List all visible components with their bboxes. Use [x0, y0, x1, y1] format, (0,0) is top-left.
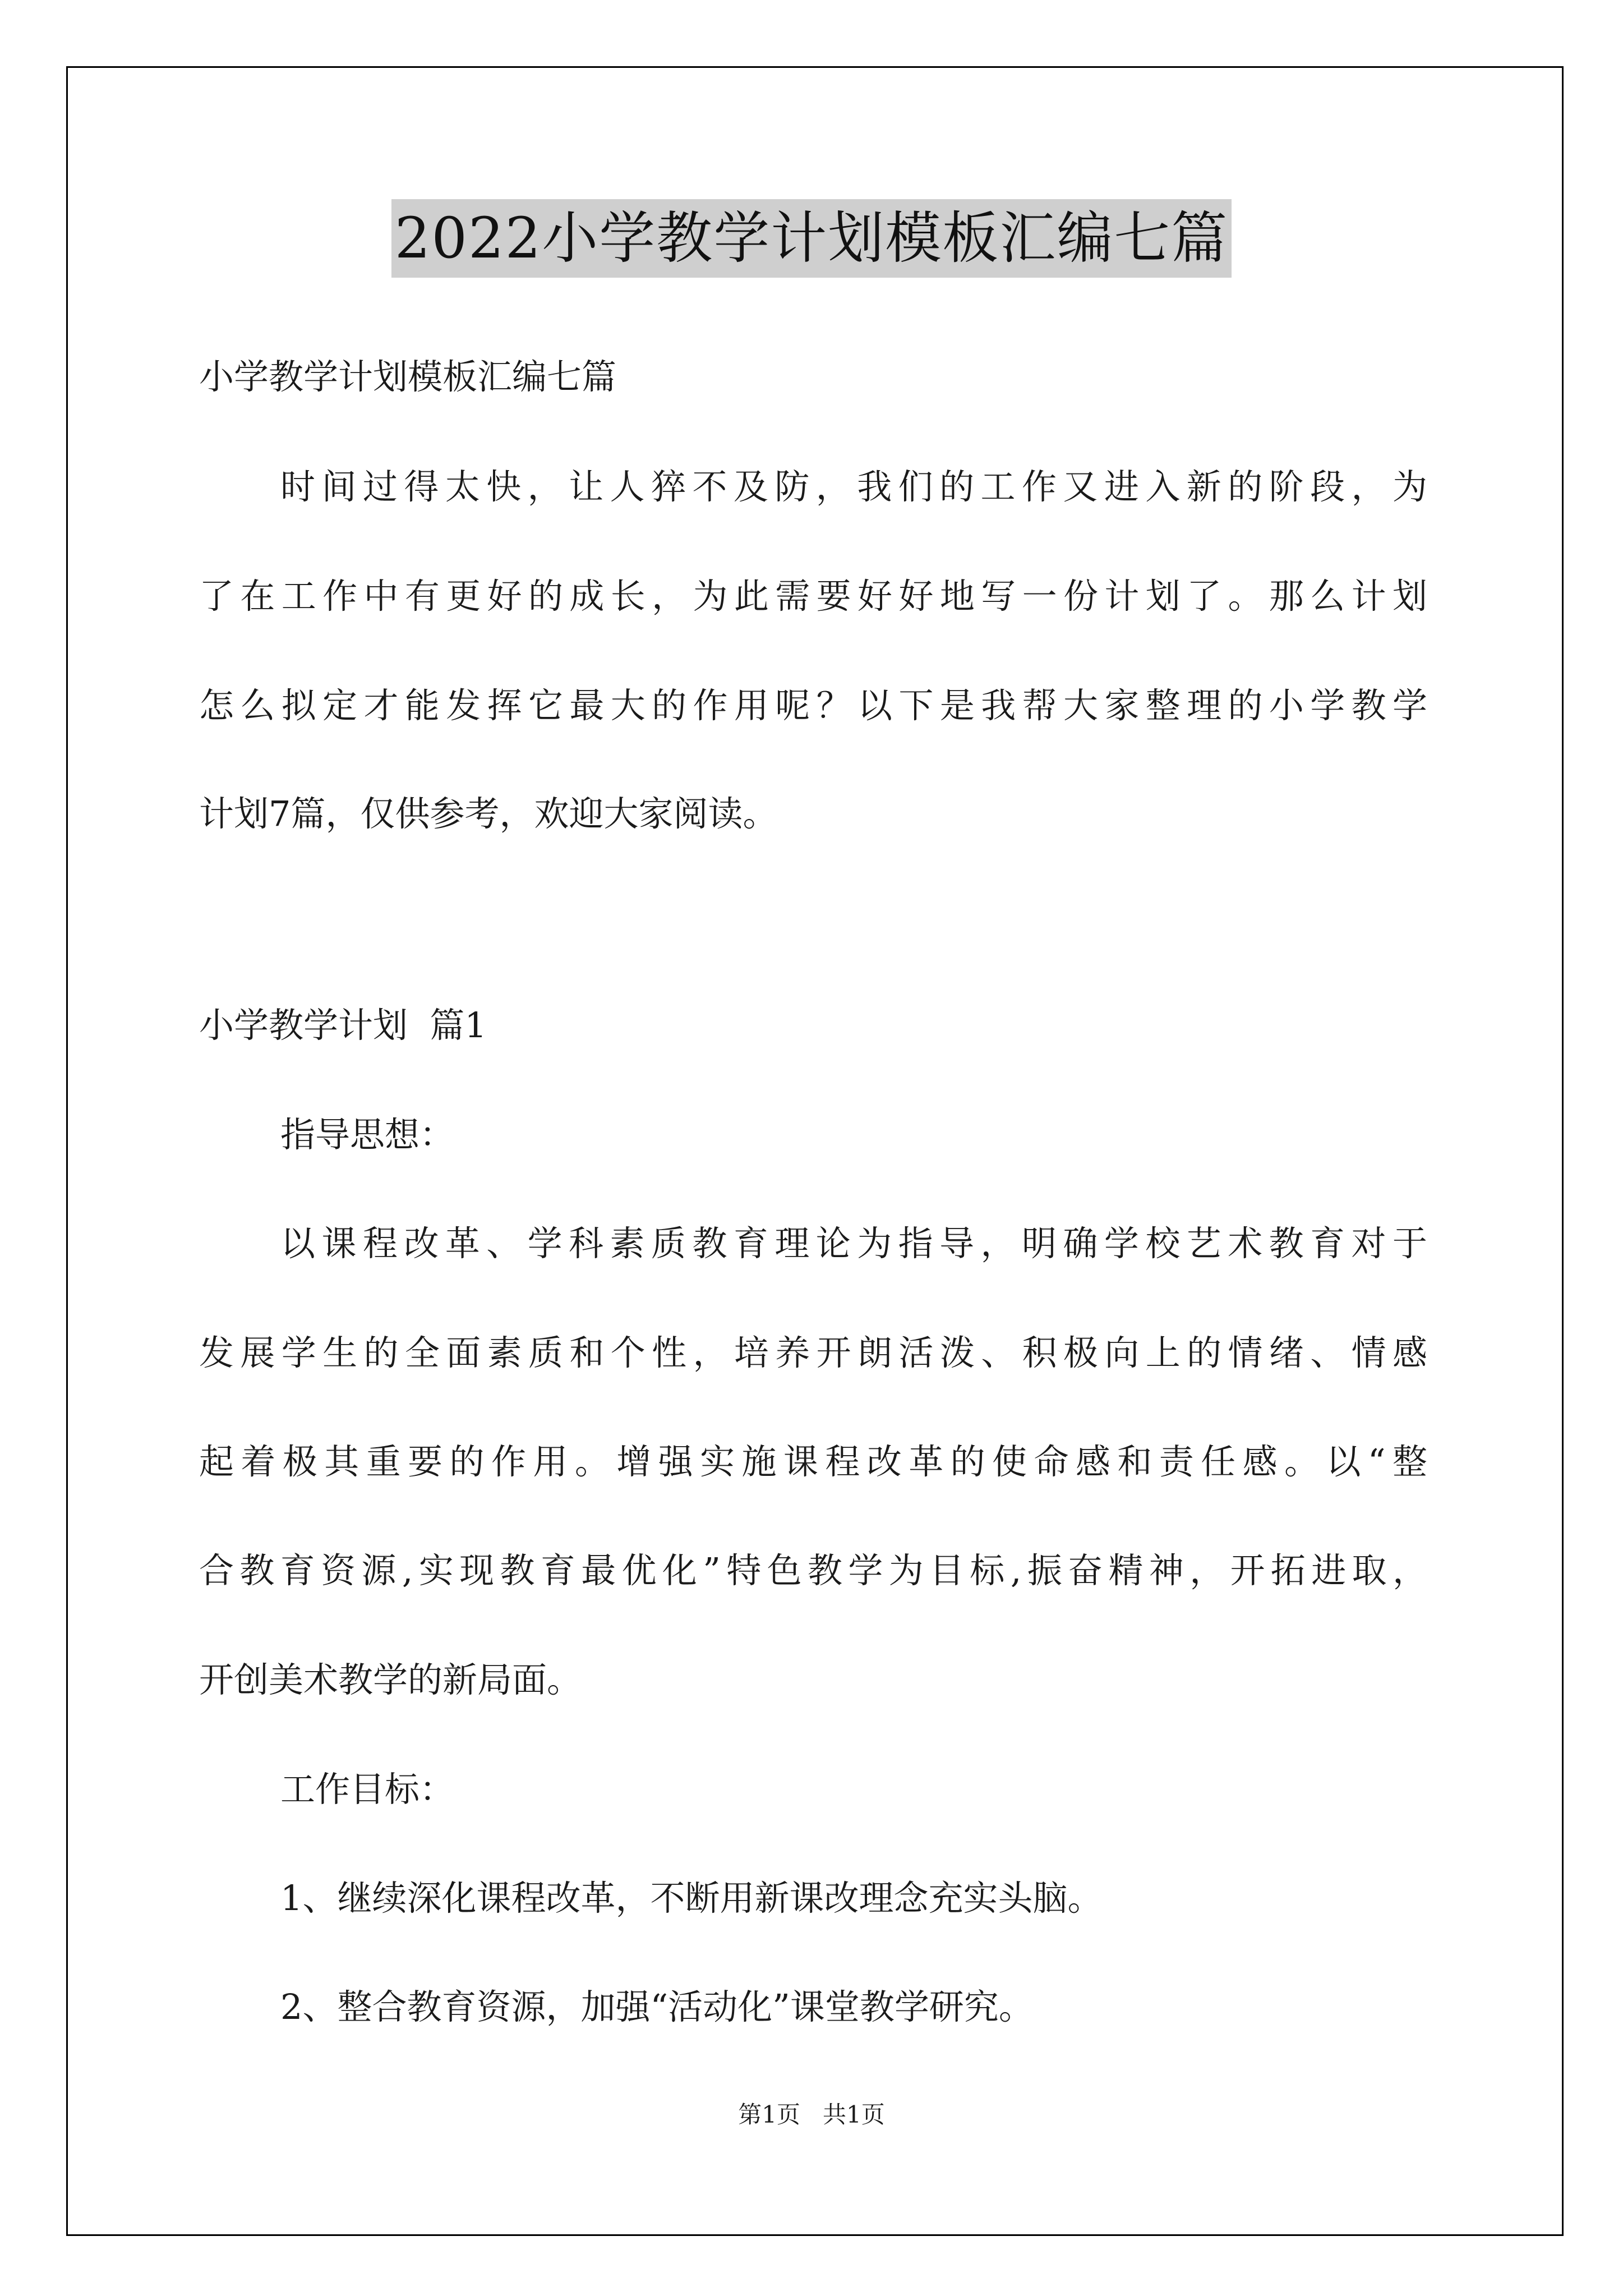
document-subtitle: 小学教学计划模板汇编七篇 [199, 356, 617, 397]
guide-line-4: 合教育资源,实现教育最优化”特色教学为目标,振奋精神，开拓进取， [199, 1550, 1427, 1591]
guide-heading: 指导思想： [280, 1114, 455, 1155]
goal-heading: 工作目标： [280, 1769, 455, 1810]
guide-line-1: 以课程改革、学科素质教育理论为指导，明确学校艺术教育对于 [280, 1223, 1427, 1264]
guide-line-3: 起着极其重要的作用。增强实施课程改革的使命感和责任感。以“整 [199, 1441, 1427, 1482]
goal-item-1: 1、继续深化课程改革，不断用新课改理念充实头脑。 [280, 1878, 1103, 1918]
title-container [0, 199, 1623, 278]
goal-item-2: 2、整合教育资源，加强“活动化”课堂教学研究。 [280, 1986, 1034, 2027]
section-heading: 小学教学计划 篇1 [199, 1005, 487, 1046]
guide-line-5: 开创美术教学的新局面。 [199, 1659, 582, 1700]
page-footer: 第1页 共1页 [738, 2101, 885, 2128]
intro-line-2: 了在工作中有更好的成长，为此需要好好地写一份计划了。那么计划 [199, 576, 1427, 616]
document-title: 2022小学教学计划模板汇编七篇 [391, 199, 1232, 278]
intro-line-3: 怎么拟定才能发挥它最大的作用呢？以下是我帮大家整理的小学教学 [199, 685, 1427, 726]
intro-line-1: 时间过得太快，让人猝不及防，我们的工作又进入新的阶段，为 [280, 466, 1427, 507]
guide-line-2: 发展学生的全面素质和个性，培养开朗活泼、积极向上的情绪、情感 [199, 1332, 1427, 1373]
intro-line-4: 计划7篇，仅供参考，欢迎大家阅读。 [199, 793, 778, 834]
